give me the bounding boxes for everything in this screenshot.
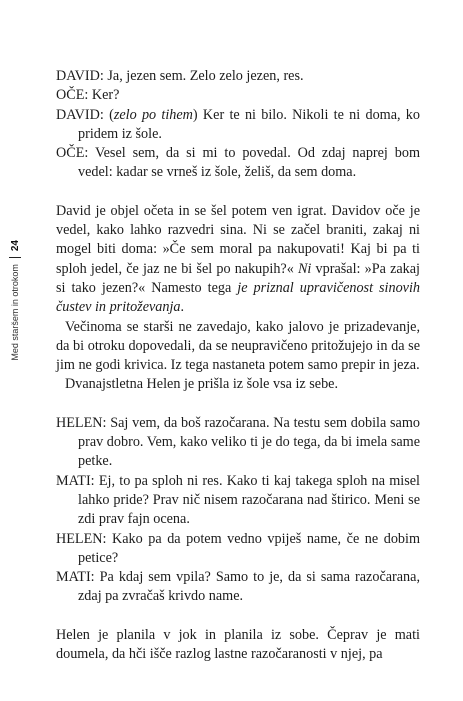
paragraph-text: vprašal: »Pa zakaj si tako jezen?« Namesto tega — [56, 260, 420, 296]
dialogue-line — [56, 414, 420, 472]
line-text: Ja, jezen sem. Zelo zelo jezen, res. — [103, 68, 304, 84]
line-text: Kako pa da potem vedno vpiješ name, če ne dobim petice? — [78, 530, 420, 566]
running-head — [6, 240, 24, 440]
spacer — [56, 183, 420, 202]
stage-open: ( — [103, 106, 114, 123]
dialogue-block-1 — [56, 67, 420, 183]
paragraph: Večinoma se starši ne zavedajo, kako jalovo je prizadevanje, da bi otroku dopovedali, da se neupravičeno pritožujejo in da se jim ne godi krivica. Iz tega nastaneta potem samo prepir in jeza. — [56, 318, 420, 374]
paragraph-text: . — [180, 299, 185, 316]
dialogue-line — [56, 106, 420, 145]
spacer — [56, 395, 420, 414]
dialogue-line — [56, 472, 420, 530]
paragraph: Dvanajstletna Helen je prišla iz šole vsa iz sebe. — [65, 376, 339, 393]
line-text: Ker te ni bilo. Nikoli te ni doma, ko pridem iz šole. — [78, 106, 420, 142]
running-head-divider — [9, 257, 21, 258]
line-text: Ker? — [88, 87, 120, 104]
speaker: DAVID: — [56, 106, 104, 123]
speaker: MATI: — [56, 472, 95, 489]
line-text: Vesel sem, da si mi to povedal. Od zdaj naprej bom vedel: kadar se vrneš iz šole, želiš, da sem doma. — [78, 145, 420, 181]
stage-close: ) — [192, 106, 198, 123]
dialogue-line — [56, 67, 420, 86]
stage-direction: zelo po tihem — [113, 106, 193, 123]
page-number: 24 — [9, 240, 21, 252]
emphasis: Ni — [297, 260, 312, 277]
speaker: HELEN: — [56, 530, 107, 547]
paragraph-text: David je objel očeta in se šel potem ven igrat. Davidov oče je vedel, kako lahko razvedri sina. Ni se začel braniti, zakaj ni mogel biti doma: »Če sem moral pa nakupovati! Kaj bi pa ti sploh jedel, če jaz ne bi šel po nakupih?« — [56, 202, 420, 277]
speaker: OČE: — [56, 145, 89, 162]
line-text: Pa kdaj sem vpila? Samo to je, da si sama razočarana, zdaj pa zvračaš krivdo name. — [78, 569, 420, 605]
speaker: MATI: — [56, 569, 95, 586]
emphasis: je priznal upravičenost sinovih čustev in pritoževanja — [56, 279, 420, 316]
speaker: HELEN: — [56, 414, 107, 431]
dialogue-block-2 — [56, 414, 420, 607]
spacer — [56, 607, 420, 626]
running-head-title: Med staršem in otrokom — [10, 264, 20, 361]
dialogue-line — [56, 144, 420, 183]
line-text: Saj vem, da boš razočarana. Na testu sem dobila samo prav dobro. Vem, kako veliko ti je do tega, da bi imela same petke. — [78, 414, 420, 470]
line-text: Ej, to pa sploh ni res. Kako ti kaj takega sploh na misel lahko pride? Prav nič nisem razočarana nad štirico. Meni se zdi prav fajn ocena. — [78, 472, 420, 528]
dialogue-line — [56, 530, 420, 569]
dialogue-line — [56, 568, 420, 607]
page-body — [56, 67, 420, 664]
paragraph: Helen je planila v jok in planila iz sobe. Čeprav je mati doumela, da hči išče razlog lastne razočaranosti v njej, pa — [56, 626, 420, 663]
dialogue-line — [56, 86, 420, 105]
speaker: DAVID: — [56, 68, 104, 84]
speaker: OČE: — [56, 87, 89, 104]
paragraph — [56, 202, 420, 318]
